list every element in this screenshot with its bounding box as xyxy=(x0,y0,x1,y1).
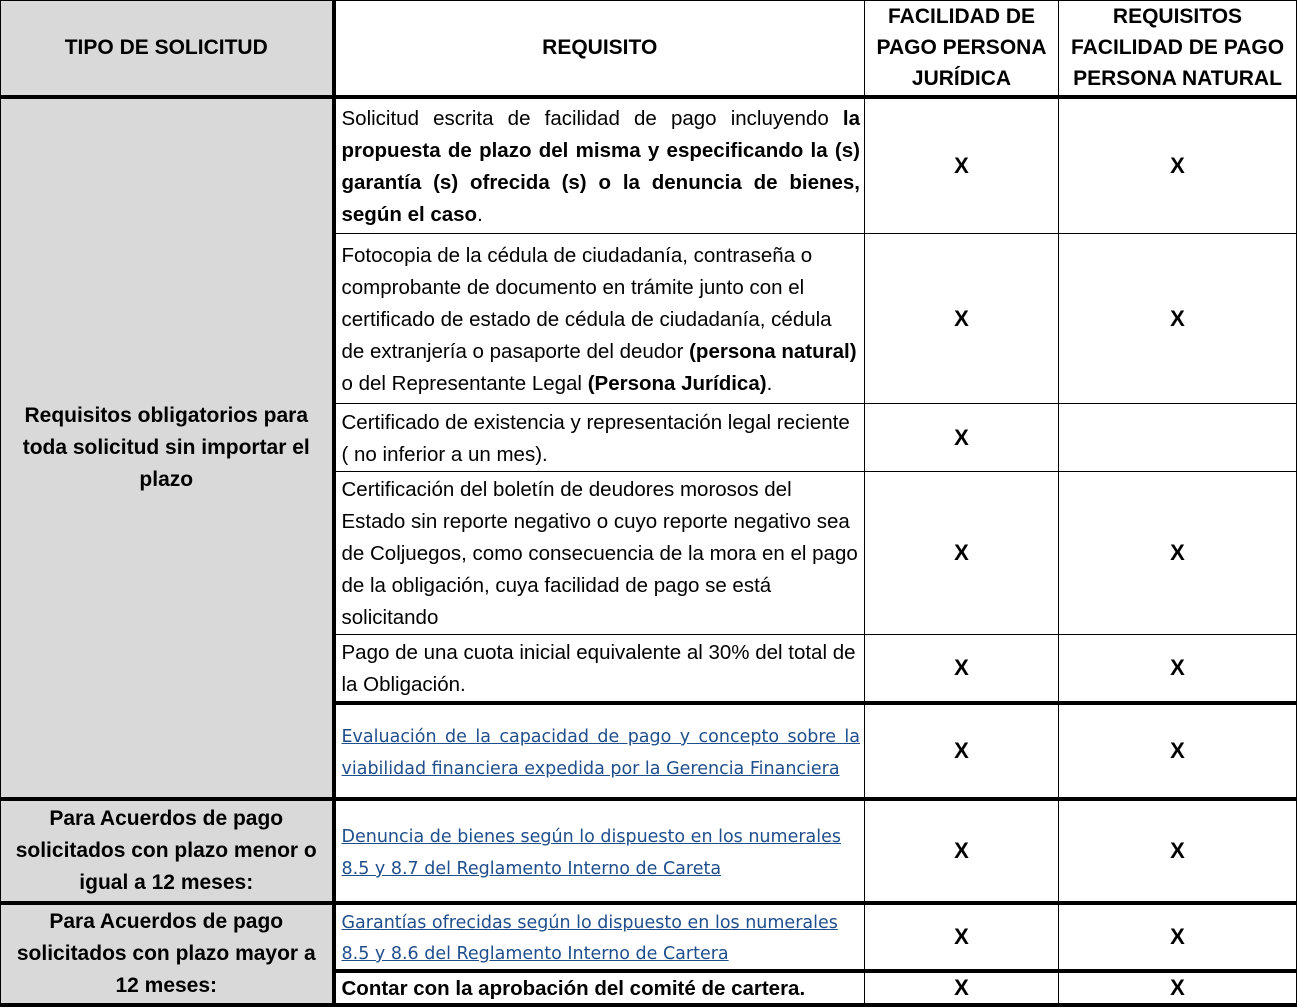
financial-evaluation-link[interactable]: Evaluación de la capacidad de pago y concepto sobre la viabilidad financiera expedida por la Gerencia Financiera xyxy=(341,727,860,779)
header-requisito: REQUISITO xyxy=(334,1,865,97)
group-long-term: Para Acuerdos de pago solicitados con plazo mayor a 12 meses: xyxy=(1,903,334,1005)
mark-natural: X xyxy=(1059,703,1297,799)
mark-juridica: X xyxy=(865,635,1059,704)
requirement-debtors-bulletin: Certificación del boletín de deudores morosos del Estado sin reporte negativo o cuyo reporte negativo sea de Coljuegos, como consecuencia de la mora en el pago de la obligación, cuya facilidad de pago se está solicitando xyxy=(334,472,865,635)
mark-juridica: X xyxy=(865,472,1059,635)
guarantees-link[interactable]: Garantías ofrecidas según lo dispuesto en los numerales 8.5 y 8.6 del Reglamento Interno de Cartera xyxy=(341,913,838,964)
group-mandatory: Requisitos obligatorios para toda solicitud sin importar el plazo xyxy=(1,97,334,800)
requirement-id-copy: Fotocopia de la cédula de ciudadanía, contraseña o comprobante de documento en trámite junto con el certificado de estado de cédula de ciudadanía, cédula de extranjería o pasaporte del deudor (persona natural) o del Representante Legal (Persona Jurídica). xyxy=(334,234,865,404)
mark-juridica: X xyxy=(865,404,1059,472)
mark-juridica: X xyxy=(865,97,1059,234)
requirement-legal-certificate: Certificado de existencia y representación legal reciente ( no inferior a un mes). xyxy=(334,404,865,472)
assets-declaration-link[interactable]: Denuncia de bienes según lo dispuesto en los numerales 8.5 y 8.7 del Reglamento Interno de Careta xyxy=(341,827,842,879)
mark-natural: X xyxy=(1059,799,1297,903)
mark-juridica: X xyxy=(865,971,1059,1005)
header-juridica: FACILIDAD DE PAGO PERSONA JURÍDICA xyxy=(865,1,1059,97)
header-natural: REQUISITOS FACILIDAD DE PAGO PERSONA NATURAL xyxy=(1059,1,1297,97)
requirement-initial-payment: Pago de una cuota inicial equivalente al 30% del total de la Obligación. xyxy=(334,635,865,704)
requirement-financial-evaluation[interactable] xyxy=(334,703,865,799)
mark-natural xyxy=(1059,404,1297,472)
mark-juridica: X xyxy=(865,799,1059,903)
mark-natural: X xyxy=(1059,903,1297,971)
group-short-term: Para Acuerdos de pago solicitados con plazo menor o igual a 12 meses: xyxy=(1,799,334,903)
mark-juridica: X xyxy=(865,234,1059,404)
requirement-committee-approval: Contar con la aprobación del comité de cartera. xyxy=(334,971,865,1005)
mark-natural: X xyxy=(1059,635,1297,704)
requirement-written-request: Solicitud escrita de facilidad de pago incluyendo la propuesta de plazo del misma y especificando la (s) garantía (s) ofrecida (s) o la denuncia de bienes, según el caso. xyxy=(334,97,865,234)
mark-natural: X xyxy=(1059,971,1297,1005)
mark-juridica: X xyxy=(865,703,1059,799)
mark-natural: X xyxy=(1059,472,1297,635)
mark-natural: X xyxy=(1059,97,1297,234)
requirement-assets-declaration[interactable] xyxy=(334,799,865,903)
mark-natural: X xyxy=(1059,234,1297,404)
header-tipo: TIPO DE SOLICITUD xyxy=(1,1,334,97)
mark-juridica: X xyxy=(865,903,1059,971)
requirement-guarantees[interactable] xyxy=(334,903,865,971)
